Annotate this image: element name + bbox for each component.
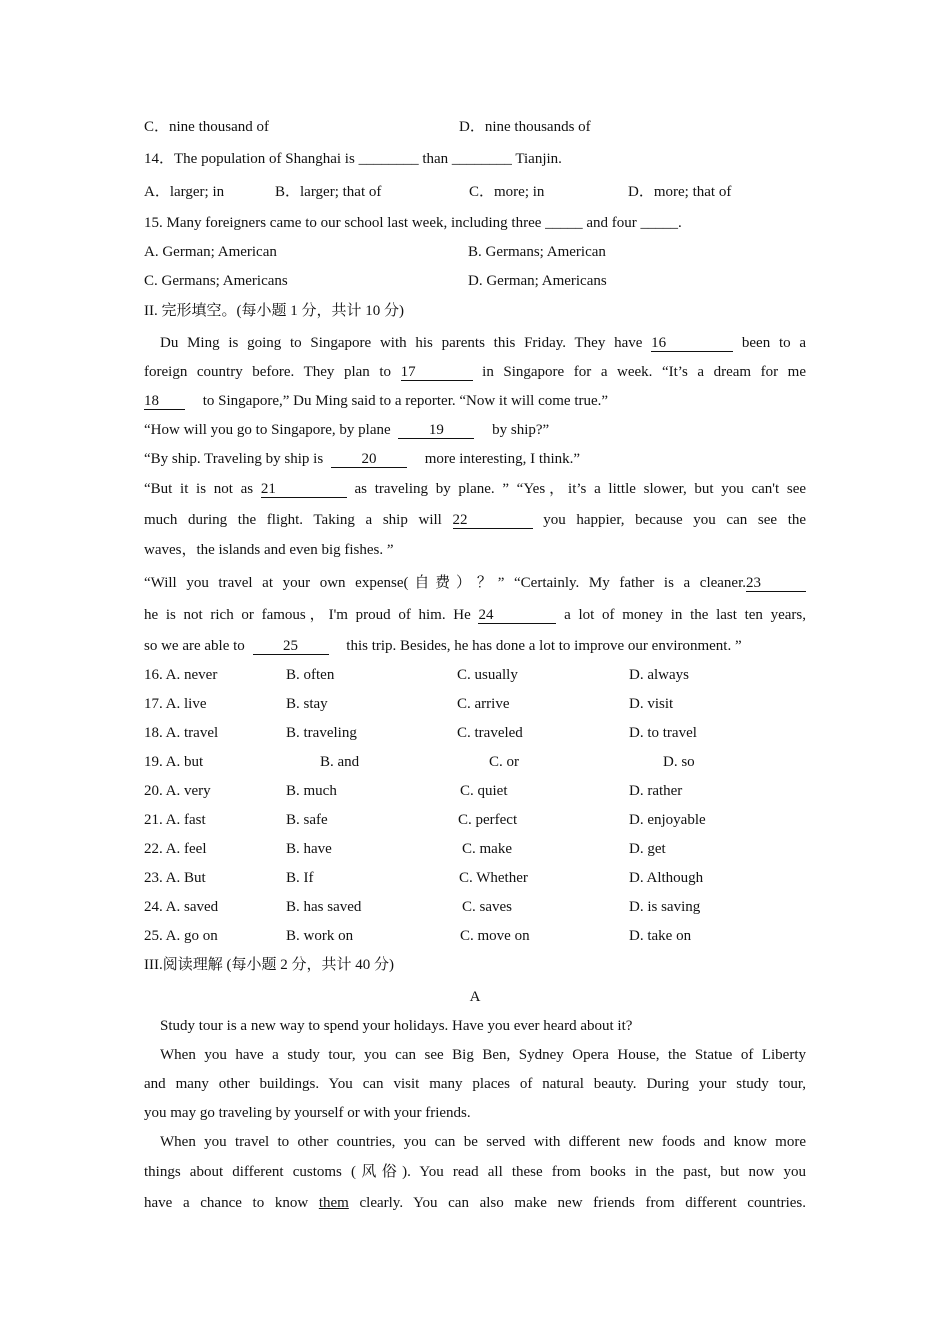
q14-stem-a: 14．The population of Shanghai is bbox=[144, 151, 355, 167]
q15-stem-c: . bbox=[678, 215, 682, 231]
q15-option-a: A. German; American bbox=[144, 244, 277, 260]
q14-blank-2: ________ bbox=[451, 151, 512, 167]
q14-option-a: A．larger; in bbox=[144, 184, 225, 200]
cloze-blank-25: 25 bbox=[253, 638, 329, 655]
reading-p2-line2 bbox=[144, 1075, 806, 1093]
cloze-blank-16: 16 bbox=[651, 335, 733, 352]
q15-blank-2: _____ bbox=[640, 215, 679, 231]
option-21-c: C. perfect bbox=[458, 812, 518, 828]
cloze-text: he is not rich or famous，I'm proud of him. He bbox=[144, 607, 471, 623]
cloze-blank-18: 18 bbox=[144, 393, 185, 410]
cloze-text: more interesting, I think.” bbox=[424, 451, 581, 467]
cloze-text: to Singapore,” Du Ming said to a reporter. “Now it will come true.” bbox=[202, 393, 609, 409]
option-18-c: C. traveled bbox=[457, 725, 523, 741]
option-16-d: D. always bbox=[629, 667, 689, 683]
option-19-b: B. and bbox=[320, 754, 360, 770]
option-16-c: C. usually bbox=[457, 667, 518, 683]
reading-text: clearly. You can also make new friends from different countries. bbox=[359, 1195, 807, 1211]
cloze-line-7 bbox=[144, 511, 806, 529]
q15-stem-a: 15. Many foreigners came to our school last week, including three bbox=[144, 215, 542, 231]
reading-p3-line2 bbox=[144, 1163, 806, 1181]
option-20-c: C. quiet bbox=[460, 783, 508, 799]
option-24-d: D. is saving bbox=[629, 899, 701, 915]
option-17-c: C. arrive bbox=[457, 696, 510, 712]
q14-blank-1: ________ bbox=[358, 151, 419, 167]
cloze-blank-22: 22 bbox=[453, 512, 533, 529]
option-21-a: 21. A. fast bbox=[144, 812, 206, 828]
cloze-text: foreign country before. They plan to bbox=[144, 364, 392, 380]
underlined-word-them: them bbox=[318, 1195, 349, 1211]
cloze-text: you happier, because you can see the bbox=[543, 512, 807, 528]
reading-text: and many other buildings. You can visit many places of natural beauty. During your study tour, bbox=[144, 1076, 806, 1092]
passage-label: A bbox=[469, 989, 481, 1005]
reading-text: When you travel to other countries, you can be served with different new foods and know more bbox=[160, 1134, 806, 1150]
cloze-line-2 bbox=[144, 363, 806, 381]
reading-p2-line3: you may go traveling by yourself or with your friends. bbox=[144, 1105, 471, 1121]
q15-option-c: C. Germans; Americans bbox=[144, 273, 288, 289]
option-16-a: 16. A. never bbox=[144, 667, 218, 683]
cloze-text: by ship?” bbox=[492, 422, 550, 438]
q14-stem bbox=[144, 150, 562, 168]
cloze-line-6 bbox=[144, 480, 806, 498]
cloze-text: “By ship. Traveling by ship is bbox=[144, 451, 324, 467]
option-24-a: 24. A. saved bbox=[144, 899, 219, 915]
section3-title: III.阅读理解 (每小题 2 分，共计 40 分) bbox=[144, 957, 394, 973]
cloze-line-1 bbox=[160, 334, 806, 352]
option-20-a: 20. A. very bbox=[144, 783, 211, 799]
option-19-c: C. or bbox=[489, 754, 519, 770]
cloze-line-5 bbox=[144, 450, 580, 468]
reading-text: When you have a study tour, you can see Big Ben, Sydney Opera House, the Statue of Liberty bbox=[160, 1047, 806, 1063]
q15-blank-1: _____ bbox=[545, 215, 583, 231]
cloze-text: been to a bbox=[741, 335, 807, 351]
q15-stem bbox=[144, 214, 682, 232]
cloze-blank-17: 17 bbox=[401, 364, 473, 381]
option-25-d: D. take on bbox=[629, 928, 692, 944]
cloze-blank-23: 23 bbox=[746, 575, 806, 592]
q14-option-b: B．larger; that of bbox=[275, 184, 382, 200]
reading-text: have a chance to know bbox=[144, 1195, 309, 1211]
reading-p3-line3 bbox=[144, 1194, 806, 1212]
option-25-a: 25. A. go on bbox=[144, 928, 218, 944]
q14-stem-b: than bbox=[422, 151, 449, 167]
option-18-b: B. traveling bbox=[286, 725, 357, 741]
cloze-text: a lot of money in the last ten years, bbox=[564, 607, 807, 623]
option-24-b: B. has saved bbox=[286, 899, 362, 915]
option-22-a: 22. A. feel bbox=[144, 841, 207, 857]
option-20-d: D. rather bbox=[629, 783, 683, 799]
cloze-line-11 bbox=[144, 637, 742, 655]
option-21-d: D. enjoyable bbox=[629, 812, 706, 828]
cloze-line-9 bbox=[144, 574, 806, 592]
cloze-text: so we are able to bbox=[144, 638, 245, 654]
q14-stem-c: Tianjin. bbox=[515, 151, 562, 167]
reading-p3-line1 bbox=[160, 1133, 806, 1151]
cloze-text: much during the flight. Taking a ship will bbox=[144, 512, 442, 528]
option-16-b: B. often bbox=[286, 667, 335, 683]
option-24-c: C. saves bbox=[462, 899, 512, 915]
cloze-blank-19: 19 bbox=[398, 422, 474, 439]
option-17-b: B. stay bbox=[286, 696, 328, 712]
q14-option-c: C．more; in bbox=[469, 184, 545, 200]
option-23-c: C. Whether bbox=[459, 870, 528, 886]
option-25-b: B. work on bbox=[286, 928, 354, 944]
option-22-d: D. get bbox=[629, 841, 666, 857]
cloze-line-3 bbox=[144, 392, 608, 410]
option-23-d: D. Although bbox=[629, 870, 704, 886]
option-18-d: D. to travel bbox=[629, 725, 697, 741]
option-18-a: 18. A. travel bbox=[144, 725, 219, 741]
cloze-blank-21: 21 bbox=[261, 481, 347, 498]
cloze-blank-20: 20 bbox=[331, 451, 407, 468]
cloze-blank-24: 24 bbox=[478, 607, 556, 624]
option-17-d: D. visit bbox=[629, 696, 674, 712]
option-19-a: 19. A. but bbox=[144, 754, 204, 770]
reading-p2-line1 bbox=[160, 1046, 806, 1064]
cloze-text: this trip. Besides, he has done a lot to improve our environment. ” bbox=[346, 638, 742, 654]
q15-option-d: D. German; Americans bbox=[468, 273, 607, 289]
q15-option-b: B. Germans; American bbox=[468, 244, 606, 260]
reading-text: things about different customs (风俗). You read all these from books in the past, but now you bbox=[144, 1164, 806, 1180]
cloze-line-4 bbox=[144, 421, 549, 439]
option-22-c: C. make bbox=[462, 841, 512, 857]
option-23-a: 23. A. But bbox=[144, 870, 206, 886]
option-19-d: D. so bbox=[663, 754, 695, 770]
cloze-text: in Singapore for a week. “It’s a dream for me bbox=[482, 364, 807, 380]
cloze-line-10 bbox=[144, 606, 806, 624]
q13-option-c: C．nine thousand of bbox=[144, 119, 269, 135]
cloze-text: “Will you travel at your own expense(自费）？” “Certainly. My father is a cleaner. bbox=[144, 575, 746, 591]
reading-p1: Study tour is a new way to spend your holidays. Have you ever heard about it? bbox=[160, 1018, 633, 1034]
option-21-b: B. safe bbox=[286, 812, 328, 828]
option-25-c: C. move on bbox=[460, 928, 530, 944]
q13-option-d: D．nine thousands of bbox=[459, 119, 591, 135]
cloze-text: as traveling by plane. ” “Yes，it’s a little slower, but you can't see bbox=[354, 481, 807, 497]
option-22-b: B. have bbox=[286, 841, 332, 857]
section2-title: II. 完形填空。(每小题 1 分，共计 10 分) bbox=[144, 303, 404, 319]
q15-stem-b: and four bbox=[586, 215, 637, 231]
option-20-b: B. much bbox=[286, 783, 337, 799]
q14-option-d: D．more; that of bbox=[628, 184, 732, 200]
cloze-text: “But it is not as bbox=[144, 481, 254, 497]
cloze-text: “How will you go to Singapore, by plane bbox=[144, 422, 391, 438]
option-23-b: B. If bbox=[286, 870, 314, 886]
cloze-line-8: waves，the islands and even big fishes. ” bbox=[144, 542, 394, 558]
option-17-a: 17. A. live bbox=[144, 696, 207, 712]
cloze-text: Du Ming is going to Singapore with his parents this Friday. They have bbox=[160, 335, 643, 351]
